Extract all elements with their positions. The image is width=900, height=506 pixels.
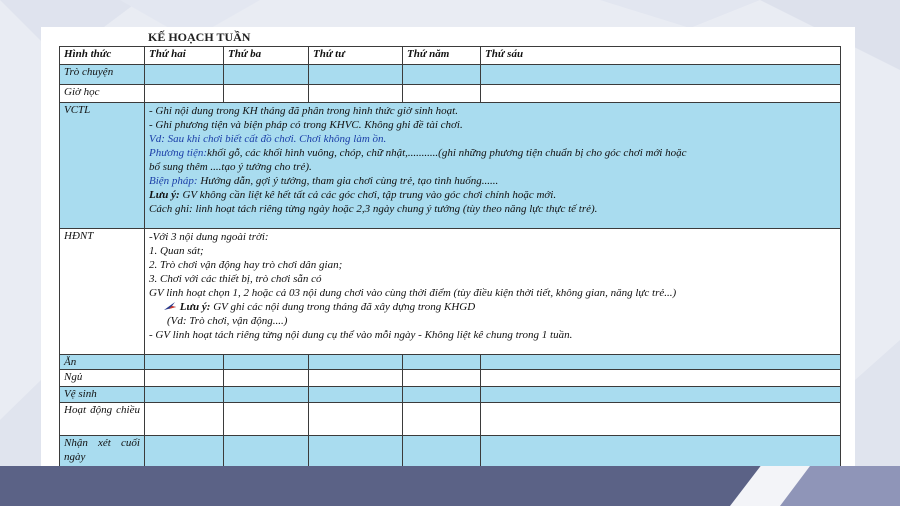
inline-label: Phương tiện:	[149, 147, 207, 159]
vctl-content	[145, 103, 841, 229]
text-line: - Ghi nội dung trong KH tháng đã phân trong hình thức giờ sinh hoạt.	[149, 105, 458, 117]
inline-label: Lưu ý:	[149, 189, 180, 201]
pointer-arrow-icon	[163, 300, 177, 311]
table-row	[60, 387, 841, 403]
header-cell: Hình thức	[60, 47, 145, 65]
header-cell: Thứ hai	[145, 47, 224, 65]
text-line: - GV linh hoạt tách riêng từng nội dung cụ thể vào mỗi ngày - Không liệt kê chung trong 1 tuần.	[149, 329, 573, 341]
row-label: Ăn	[60, 355, 145, 370]
table-row	[60, 355, 841, 370]
table-row-hdnt	[60, 229, 841, 355]
row-label: Ngủ	[60, 370, 145, 387]
text-line: 1. Quan sát;	[149, 245, 204, 257]
row-label: VCTL	[60, 103, 145, 229]
header-cell: Thứ tư	[309, 47, 403, 65]
table-row	[60, 403, 841, 436]
text-line: Vd: Sau khi chơi biết cất đồ chơi. Chơi không làm ồn.	[149, 133, 387, 145]
row-label: Vệ sinh	[60, 387, 145, 403]
inline-label: Lưu ý:	[179, 301, 211, 313]
text-line: 2. Trò chơi vận động hay trò chơi dân gian;	[149, 259, 343, 271]
row-label: HĐNT	[60, 229, 145, 355]
text-line: - Ghi phương tiện và biện pháp có trong KHVC. Không ghi đề tài chơi.	[149, 119, 463, 131]
inline-label: Biện pháp:	[149, 175, 198, 187]
document-title: KẾ HOẠCH TUẦN	[148, 30, 251, 44]
table-row	[60, 65, 841, 85]
table-header-row	[60, 47, 841, 65]
text-line: 3. Chơi với các thiết bị, trò chơi sẵn có	[149, 273, 322, 285]
text-line: Cách ghi: linh hoạt tách riêng từng ngày hoặc 2,3 ngày chung ý tưởng (tùy theo năng lực thực tế trẻ).	[149, 203, 598, 215]
table-row	[60, 85, 841, 103]
table-row	[60, 370, 841, 387]
header-cell: Thứ sáu	[481, 47, 841, 65]
text-line: -Với 3 nội dung ngoài trời:	[149, 231, 269, 243]
row-label: Hoạt động chiều	[60, 403, 145, 436]
row-label: Trò chuyện	[60, 65, 145, 85]
text-line: Lưu ý: GV ghi các nội dung trong tháng đã xây dựng trong KHGD	[149, 300, 836, 314]
text-line: bổ sung thêm ....tạo ý tưởng cho trẻ).	[149, 161, 312, 173]
header-cell: Thứ năm	[403, 47, 481, 65]
text-line: GV linh hoạt chọn 1, 2 hoặc cả 03 nội dung chơi vào cùng thời điểm (tùy điều kiện thời tiết, không gian, năng lực trẻ...)	[149, 287, 677, 299]
text-line: Biện pháp: Hướng dẫn, gợi ý tưởng, tham gia chơi cùng trẻ, tạo tình huống......	[149, 175, 499, 187]
text-line: (Vd: Trò chơi, vận động....)	[167, 315, 288, 327]
text-line: Phương tiện:khối gỗ, các khối hình vuông, chóp, chữ nhật,...........(ghi những phương tiện chuẩn bị cho góc chơi mới hoặc	[149, 147, 687, 159]
table-row-vctl	[60, 103, 841, 229]
header-cell: Thứ ba	[224, 47, 309, 65]
row-label: Giờ học	[60, 85, 145, 103]
hdnt-content	[145, 229, 841, 355]
row-label: Nhận xét cuối ngày	[60, 436, 145, 470]
text-line: Lưu ý: GV không cần liệt kê hết tất cả các góc chơi, tập trung vào góc chơi chính hoặc mới.	[149, 189, 557, 201]
weekly-plan-table	[59, 46, 841, 470]
table-row	[60, 436, 841, 470]
